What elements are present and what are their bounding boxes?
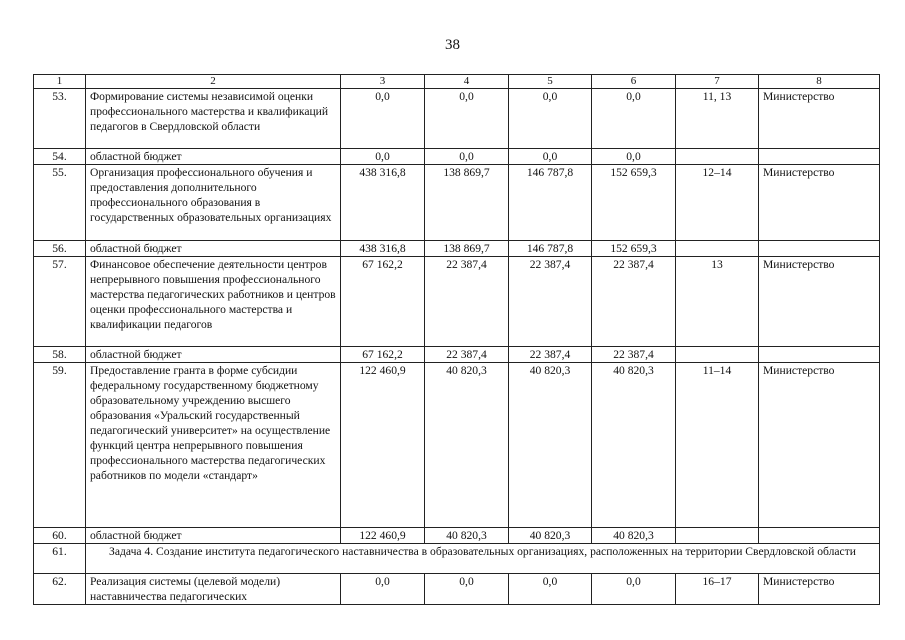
- row-number: 60.: [34, 528, 86, 544]
- responsible-executor: Министерство: [759, 363, 880, 528]
- measure-name: Предоставление гранта в форме субсидии федеральному государственному бюджетному образовательному учреждению высшего образования «Уральский государственный педагогический университет» на осуществление функций центра непрерывного повышения профессионального мастерства педагогических работников по модели «стандарт»: [86, 363, 341, 528]
- measure-name: Формирование системы независимой оценки профессионального мастерства и квалификаций педагогов в Свердловской области: [86, 89, 341, 149]
- value-year-1: 40 820,3: [425, 528, 509, 544]
- measure-name: Реализация системы (целевой модели) наставничества педагогических: [86, 574, 341, 605]
- program-table: [33, 74, 880, 605]
- page-number: 38: [445, 37, 460, 53]
- funding-source: областной бюджет: [86, 528, 341, 544]
- value-year-3: 22 387,4: [592, 257, 676, 347]
- value-year-3: 0,0: [592, 149, 676, 165]
- value-year-2: 146 787,8: [509, 165, 592, 241]
- value-year-2: 40 820,3: [509, 363, 592, 528]
- target-indicator-ref: 12–14: [676, 165, 759, 241]
- value-year-1: 0,0: [425, 574, 509, 605]
- value-year-2: 0,0: [509, 149, 592, 165]
- value-year-1: 138 869,7: [425, 165, 509, 241]
- row-number: 53.: [34, 89, 86, 149]
- responsible-executor: [759, 149, 880, 165]
- value-year-2: 40 820,3: [509, 528, 592, 544]
- responsible-executor: [759, 347, 880, 363]
- funding-source: областной бюджет: [86, 241, 341, 257]
- value-year-2: 0,0: [509, 574, 592, 605]
- row-number: 55.: [34, 165, 86, 241]
- value-total: 438 316,8: [341, 165, 425, 241]
- table-row: [34, 89, 880, 149]
- header-row: [34, 75, 880, 89]
- responsible-executor: Министерство: [759, 257, 880, 347]
- row-number: 61.: [34, 544, 86, 574]
- target-indicator-ref: [676, 149, 759, 165]
- target-indicator-ref: 16–17: [676, 574, 759, 605]
- header-cell: 3: [341, 75, 425, 89]
- value-year-1: 138 869,7: [425, 241, 509, 257]
- task-row: [34, 544, 880, 574]
- target-indicator-ref: 13: [676, 257, 759, 347]
- value-year-1: 22 387,4: [425, 347, 509, 363]
- task-heading: Задача 4. Создание института педагогического наставничества в образовательных организациях, расположенных на территории Свердловской области: [86, 544, 880, 574]
- target-indicator-ref: [676, 241, 759, 257]
- header-cell: 2: [86, 75, 341, 89]
- measure-name: Финансовое обеспечение деятельности центров непрерывного повышения профессионального мастерства педагогических работников и центров оценки профессионального мастерства и квалификации педагогов: [86, 257, 341, 347]
- table-row: [34, 165, 880, 241]
- header-cell: 1: [34, 75, 86, 89]
- value-year-3: 152 659,3: [592, 241, 676, 257]
- value-total: 67 162,2: [341, 347, 425, 363]
- measure-name: Организация профессионального обучения и предоставления дополнительного профессионального образования в государственных образовательных организациях: [86, 165, 341, 241]
- table-row: [34, 574, 880, 605]
- responsible-executor: Министерство: [759, 165, 880, 241]
- responsible-executor: Министерство: [759, 574, 880, 605]
- value-year-2: 22 387,4: [509, 257, 592, 347]
- value-year-3: 0,0: [592, 89, 676, 149]
- value-year-1: 0,0: [425, 149, 509, 165]
- value-year-3: 152 659,3: [592, 165, 676, 241]
- value-year-1: 40 820,3: [425, 363, 509, 528]
- row-number: 62.: [34, 574, 86, 605]
- table-row: [34, 528, 880, 544]
- responsible-executor: [759, 528, 880, 544]
- value-total: 67 162,2: [341, 257, 425, 347]
- responsible-executor: Министерство: [759, 89, 880, 149]
- funding-source: областной бюджет: [86, 347, 341, 363]
- value-year-1: 22 387,4: [425, 257, 509, 347]
- target-indicator-ref: 11, 13: [676, 89, 759, 149]
- header-cell: 7: [676, 75, 759, 89]
- row-number: 57.: [34, 257, 86, 347]
- value-year-3: 22 387,4: [592, 347, 676, 363]
- value-year-2: 0,0: [509, 89, 592, 149]
- header-cell: 6: [592, 75, 676, 89]
- target-indicator-ref: 11–14: [676, 363, 759, 528]
- responsible-executor: [759, 241, 880, 257]
- value-year-1: 0,0: [425, 89, 509, 149]
- table-row: [34, 347, 880, 363]
- value-total: 0,0: [341, 89, 425, 149]
- table-row: [34, 149, 880, 165]
- table-row: [34, 363, 880, 528]
- target-indicator-ref: [676, 347, 759, 363]
- row-number: 59.: [34, 363, 86, 528]
- target-indicator-ref: [676, 528, 759, 544]
- value-year-2: 146 787,8: [509, 241, 592, 257]
- row-number: 58.: [34, 347, 86, 363]
- value-year-3: 40 820,3: [592, 528, 676, 544]
- table-row: [34, 257, 880, 347]
- table-row: [34, 241, 880, 257]
- header-cell: 8: [759, 75, 880, 89]
- value-total: 438 316,8: [341, 241, 425, 257]
- value-year-3: 40 820,3: [592, 363, 676, 528]
- header-cell: 4: [425, 75, 509, 89]
- header-cell: 5: [509, 75, 592, 89]
- value-total: 0,0: [341, 149, 425, 165]
- value-year-2: 22 387,4: [509, 347, 592, 363]
- value-total: 122 460,9: [341, 528, 425, 544]
- row-number: 54.: [34, 149, 86, 165]
- value-total: 0,0: [341, 574, 425, 605]
- row-number: 56.: [34, 241, 86, 257]
- funding-source: областной бюджет: [86, 149, 341, 165]
- value-total: 122 460,9: [341, 363, 425, 528]
- value-year-3: 0,0: [592, 574, 676, 605]
